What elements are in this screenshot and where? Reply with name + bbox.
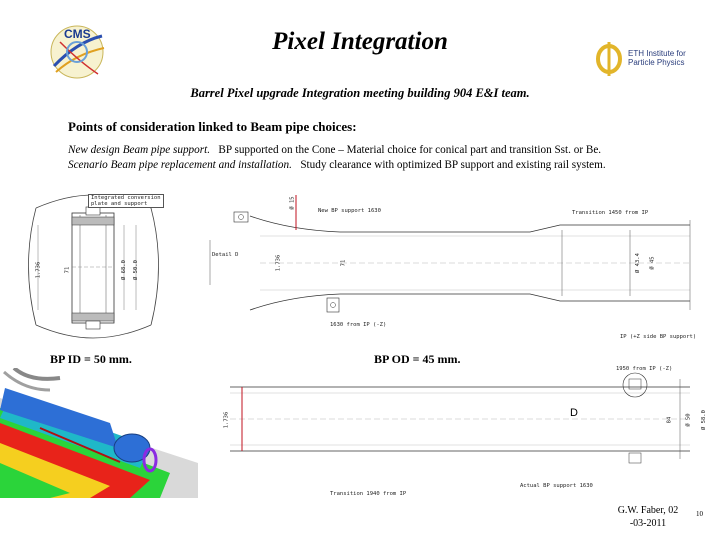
caption-bp-od: BP OD = 45 mm. [374,352,461,366]
row-label: New design Beam pipe support. [68,144,211,156]
left-drawing [16,185,170,350]
bottom-actual-support-label: Actual BP support 1630 [520,483,593,489]
bottom-dim-3: Ø 50 [685,413,692,427]
left-dim-1: 1.736 [35,261,42,279]
row-beam-pipe-support [68,144,601,156]
row-label: Scenario Beam pipe replacement and installation. [68,159,292,171]
top-from-ip-label: 1630 from IP (-Z) [330,322,387,328]
render-3d [0,368,198,498]
top-dim-4: Ø 45 [649,256,656,270]
bottom-right-drawing [220,365,715,505]
left-dim-3: Ø 68.0 [120,260,127,280]
top-right-drawing [200,190,710,340]
bottom-dim-1: 1.736 [223,411,230,429]
author-date [608,504,688,530]
top-dim-3: Ø 43.4 [634,253,641,273]
page-title: Pixel Integration [272,28,448,55]
top-ip-note: IP (+Z side BP support) [620,334,697,340]
date-line: -03-2011 [629,518,667,529]
detail-d-label: Detail D [212,252,239,258]
phi-icon [596,40,626,76]
page-number: 10 [696,510,703,518]
new-bp-support-label: New BP support 1630 [318,208,381,214]
bottom-dim-4: Ø 58.0 [700,410,707,430]
left-box-label: Integrated conversion plate and support [88,194,164,208]
bottom-d-label: D [570,407,578,419]
top-dim-2: 71 [340,259,347,267]
row-replacement-scenario [68,159,606,171]
eth-logo-line1: ETH Institute for [628,49,686,58]
cms-logo-text: CMS [64,27,91,41]
points-heading: Points of consideration linked to Beam pipe choices: [68,119,357,134]
author-line: G.W. Faber, 02 [617,505,679,516]
top-transition-label: Transition 1450 from IP [572,210,649,216]
left-dim-2: 71 [64,266,71,274]
top-dim-5: Ø 15 [289,196,296,210]
meeting-subtitle: Barrel Pixel upgrade Integration meeting building 904 E&I team. [190,86,530,100]
bottom-transition-label: Transition 1940 from IP [330,491,407,497]
top-dim-1: 1.736 [275,254,282,272]
bottom-dim-2: 84 [666,416,673,424]
caption-bp-id: BP ID = 50 mm. [50,352,132,366]
eth-logo [596,40,706,80]
row-text: Study clearance with optimized BP support and existing rail system. [300,159,606,171]
render-3d-svg [0,368,198,498]
bottom-drawing-svg [220,365,715,505]
bottom-from-ip-label: 1950 from IP (-Z) [616,366,673,372]
left-dim-4: Ø 50.0 [132,260,139,280]
eth-logo-line2: Particle Physics [628,58,685,67]
row-text: BP supported on the Cone – Material choice for conical part and transition Sst. or Be. [218,144,602,156]
